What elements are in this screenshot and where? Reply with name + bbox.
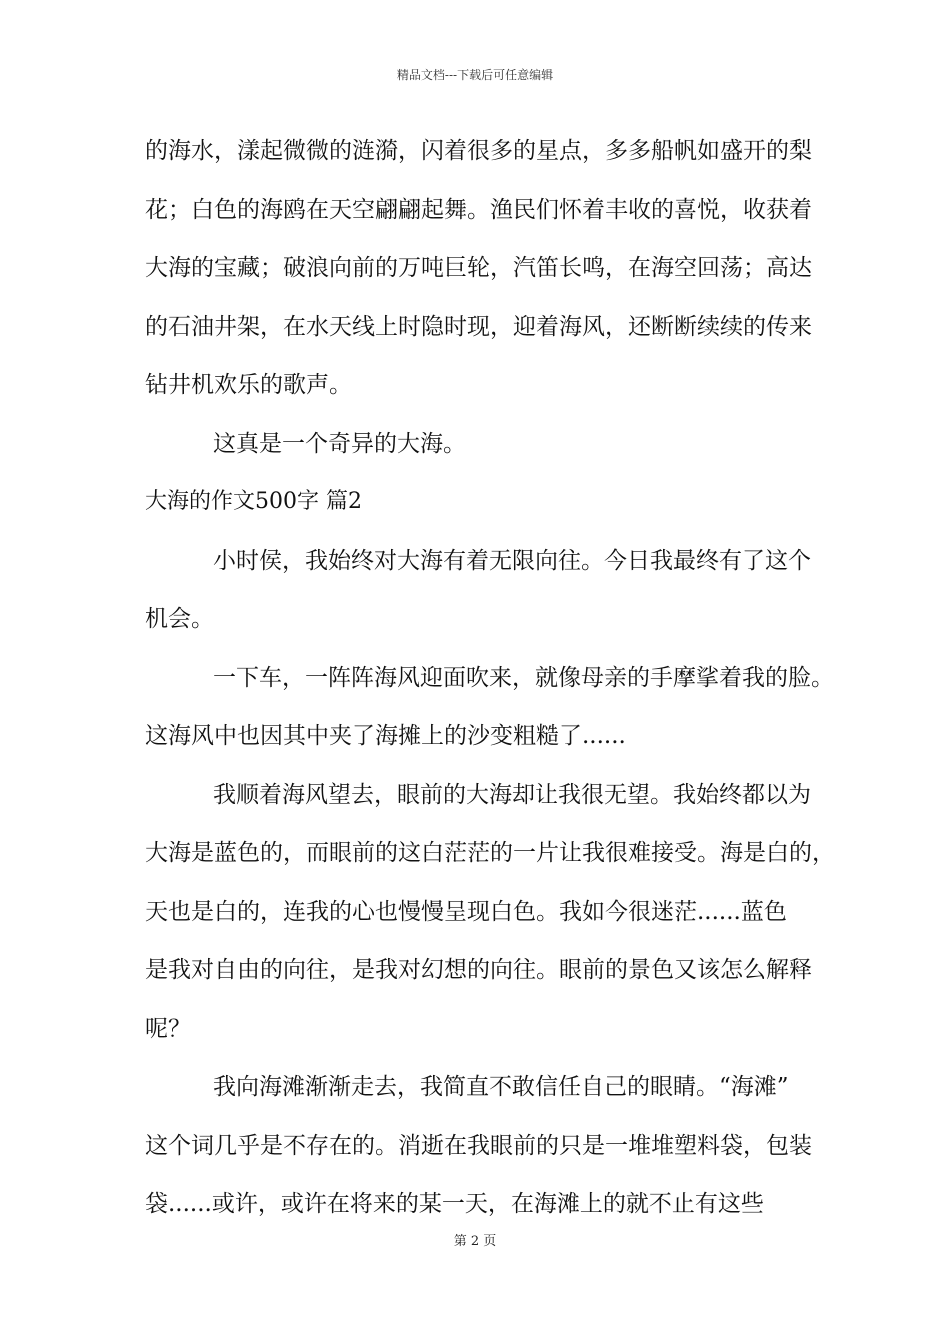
text-line: 的石油井架，在水天线上时隐时现，迎着海风，还断断续续的传来 — [145, 313, 812, 340]
section-heading: 大海的作文500字 篇2 — [145, 489, 362, 514]
text-line: 一下车，一阵阵海风迎面吹来，就像母亲的手摩挲着我的脸。 — [213, 664, 834, 691]
text-line: 机会。 — [145, 606, 214, 632]
text-line: 我向海滩渐渐走去，我简直不敢信任自己的眼睛。“海滩” — [213, 1074, 789, 1100]
text-line: 呢？ — [145, 1015, 191, 1042]
text-line: 这个词几乎是不存在的。消逝在我眼前的只是一堆堆塑料袋，包装 — [145, 1132, 812, 1159]
text-line: 天也是白的，连我的心也慢慢呈现白色。我如今很迷茫......蓝色 — [145, 898, 787, 925]
text-line: 钻井机欢乐的歌声。 — [145, 372, 352, 398]
text-line: 这海风中也因其中夹了海摊上的沙变粗糙了...... — [145, 723, 626, 749]
page-header: 精品文档---下载后可任意编辑 — [396, 68, 554, 82]
text-line: 的海水，漾起微微的涟漪，闪着很多的星点，多多船帆如盛开的梨 — [145, 138, 812, 164]
text-line: 大海的宝藏；破浪向前的万吨巨轮，汽笛长鸣，在海空回荡；高达 — [145, 255, 812, 281]
text-line: 袋......或许，或许在将来的某一天，在海滩上的就不止有这些 — [145, 1191, 764, 1217]
text-line: 大海是蓝色的，而眼前的这白茫茫的一片让我很难接受。海是白的， — [145, 840, 835, 866]
document-body — [145, 122, 835, 1234]
text-line: 这真是一个奇异的大海。 — [213, 430, 466, 457]
text-line: 花；白色的海鸥在天空翩翩起舞。渔民们怀着丰收的喜悦，收获着 — [145, 196, 812, 223]
text-line: 是我对自由的向往，是我对幻想的向往。眼前的景色又该怎么解释 — [145, 957, 812, 983]
text-line: 我顺着海风望去，眼前的大海却让我很无望。我始终都以为 — [213, 781, 811, 808]
page-footer: 第 2 页 — [453, 1234, 497, 1249]
text-line: 小时侯，我始终对大海有着无限向往。今日我最终有了这个 — [213, 547, 811, 574]
